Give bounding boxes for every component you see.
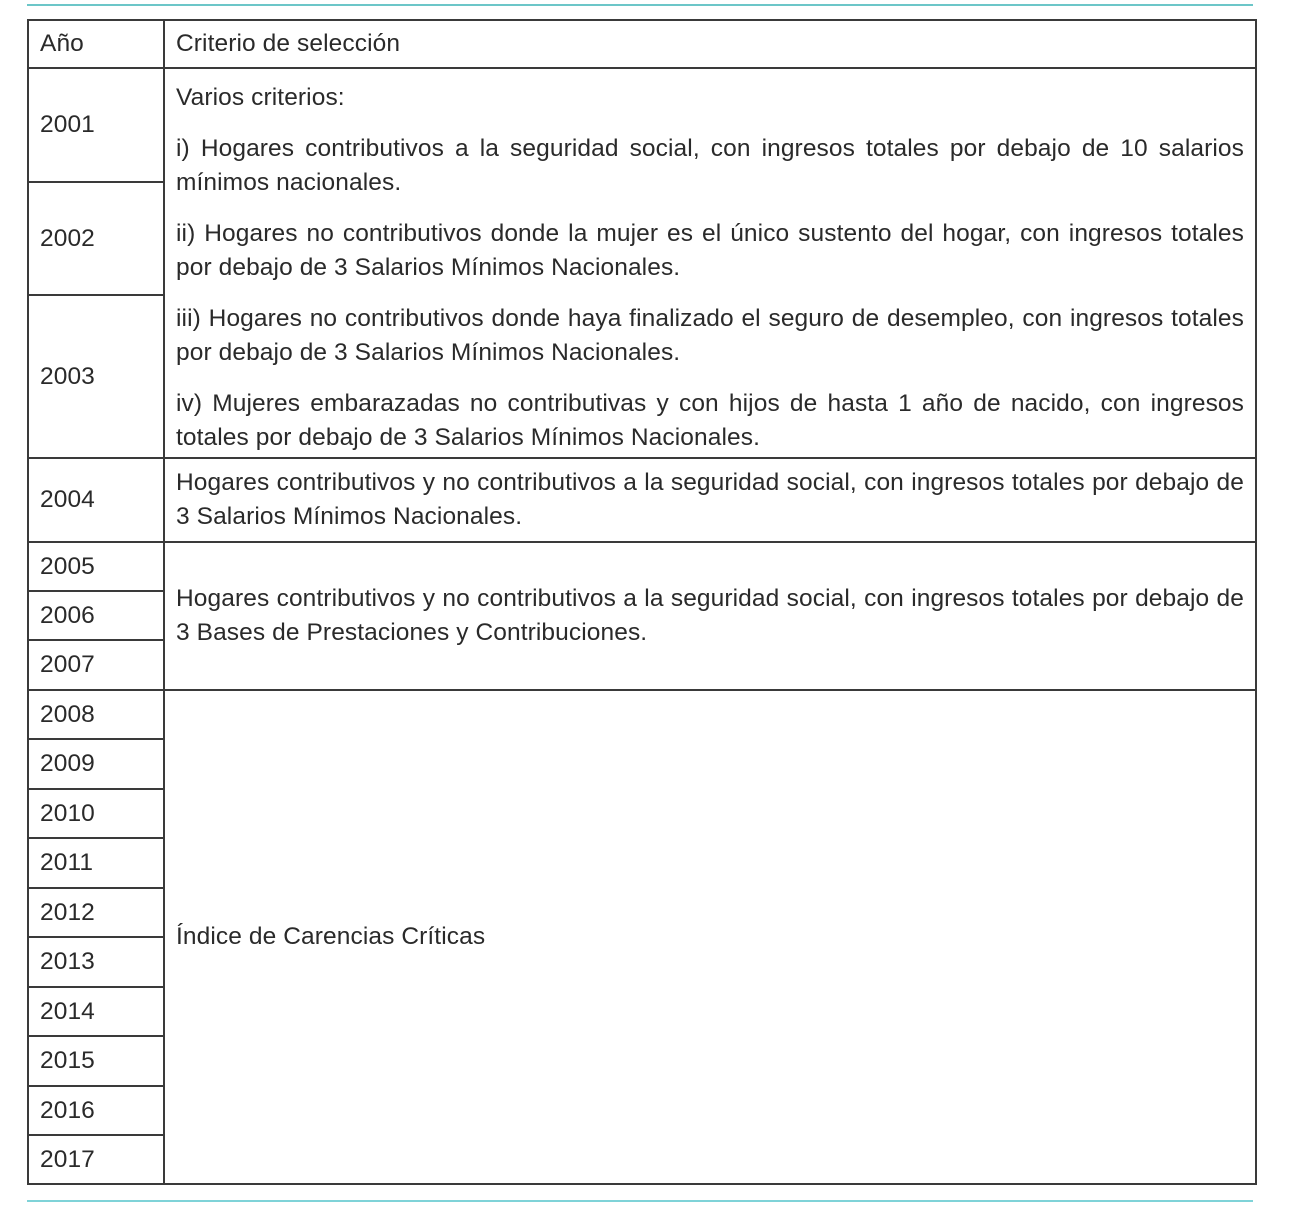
year-cell: 2003 bbox=[28, 295, 164, 458]
table-row bbox=[28, 690, 1256, 739]
year-cell: 2004 bbox=[28, 458, 164, 542]
criterion-item: ii) Hogares no contributivos donde la mujer es el único sustento del hogar, con ingresos totales por debajo de 3 Salarios Mínimos Nacionales. bbox=[176, 220, 1244, 281]
year-cell: 2002 bbox=[28, 182, 164, 295]
header-criterion: Criterio de selección bbox=[164, 20, 1256, 68]
criterion-text: Hogares contributivos y no contributivos a la seguridad social, con ingresos totales por debajo de 3 Salarios Mínimos Nacionales. bbox=[176, 469, 1244, 530]
table-row bbox=[28, 542, 1256, 591]
year-cell: 2010 bbox=[28, 789, 164, 838]
year-cell: 2011 bbox=[28, 838, 164, 888]
year-cell: 2008 bbox=[28, 690, 164, 739]
year-cell: 2016 bbox=[28, 1086, 164, 1135]
criterion-text: Índice de Carencias Críticas bbox=[176, 923, 486, 950]
selection-criteria-table bbox=[27, 19, 1257, 1185]
year-cell: 2005 bbox=[28, 542, 164, 591]
year-cell: 2013 bbox=[28, 937, 164, 987]
bottom-divider bbox=[27, 1200, 1253, 1202]
criterion-item: iii) Hogares no contributivos donde haya finalizado el seguro de desempleo, con ingresos totales por debajo de 3 Salarios Mínimos Nacionales. bbox=[176, 305, 1244, 366]
criterion-cell bbox=[164, 458, 1256, 542]
criterion-cell bbox=[164, 690, 1256, 1184]
year-cell: 2006 bbox=[28, 591, 164, 640]
table-row bbox=[28, 68, 1256, 182]
table-header-row bbox=[28, 20, 1256, 68]
header-year: Año bbox=[28, 20, 164, 68]
criterion-item: iv) Mujeres embarazadas no contributivas y con hijos de hasta 1 año de nacido, con ingresos totales por debajo de 3 Salarios Mínimos Nacionales. bbox=[176, 390, 1244, 451]
year-cell: 2009 bbox=[28, 739, 164, 789]
year-cell: 2015 bbox=[28, 1036, 164, 1086]
criterion-cell bbox=[164, 542, 1256, 690]
top-divider bbox=[27, 4, 1253, 6]
criterion-cell-multiple bbox=[164, 68, 1256, 458]
year-cell: 2001 bbox=[28, 68, 164, 182]
year-cell: 2017 bbox=[28, 1135, 164, 1184]
year-cell: 2014 bbox=[28, 987, 164, 1036]
criterion-item: i) Hogares contributivos a la seguridad social, con ingresos totales por debajo de 10 salarios mínimos nacionales. bbox=[176, 135, 1244, 196]
criterion-text: Hogares contributivos y no contributivos a la seguridad social, con ingresos totales por debajo de 3 Bases de Prestaciones y Contribuciones. bbox=[176, 585, 1244, 646]
year-cell: 2007 bbox=[28, 640, 164, 690]
table-row bbox=[28, 458, 1256, 542]
criterion-title: Varios criterios: bbox=[176, 84, 345, 111]
year-cell: 2012 bbox=[28, 888, 164, 937]
